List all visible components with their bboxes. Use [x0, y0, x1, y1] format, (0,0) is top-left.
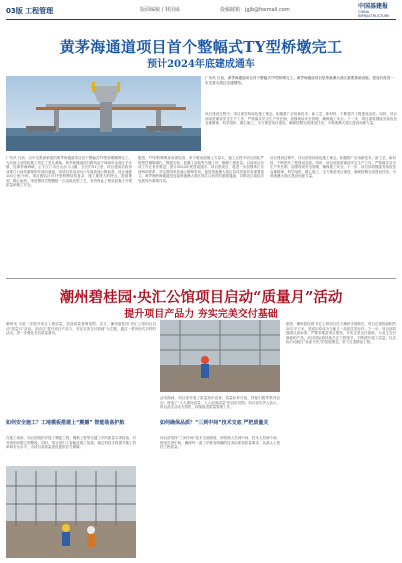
photo-caption: 广东讯 日前，黄茅海通道项目首个整幅式TY型桥墩完工。黄茅海通道项目是粤港澳大湾区重要基础设施，建成后将进一步完善大湾区交通网络。: [205, 76, 394, 85]
article1-text-col2: 据悉，TY型桥墩墩身高度较高，单个墩身混凝土方量大，施工过程中项目团队严格把控钢筋绑扎、模板安装、混凝土浇筑等关键工序，确保工程质量。目前项目各项工作正有序推进，预计2024年底建成通车。项目建成后，将进一步加强珠江东西两岸联系，对完善国家高速公路网布局、促进粤港澳大湾区协同发展具有重要意义。黄茅海跨海通道是连接粤港澳大湾区珠江口西岸的重要通道，对推动区域经济发展具有重要作用。: [138, 156, 264, 183]
article2-text-col3: 据悉，潮州碧桂园·央汇公馆项目位于潮州市湘桥区，项目总建筑面积约20万平方米，建成后将成为当地又一品质住宅标杆。下一步，项目部将继续以高标准、严要求推进项目建设，夯实完美交付基础，为业主交付满意的产品。项目团队将持续关注工程细节，不断提升施工质量，以实际行动践行“品质为先”的发展理念，努力打造精品工程。: [286, 322, 396, 345]
article2-title: 潮州碧桂园·央汇公馆项目启动“质量月”活动: [59, 289, 343, 306]
bridge-photo: [6, 76, 201, 151]
article2-text-col2b: 项目部坚持“三到中间”技术交底制度，即管理人员到中间、技术人员到中间、班组长到中间，确保每一道工序都有明确的技术标准和质量要求，从源头上把控工程质量。: [160, 436, 280, 450]
article2-text-col1a: 潮州讯 为进一步提升项目工程质量，营造质量管理氛围，近日，潮州碧桂园·央汇公馆项目启动“质量月”活动。活动以“提升项目产品力、夯实完美交付基础”为主题，通过一系列形式多样的活动，进一步强化全员质量意识。: [6, 322, 156, 336]
newspaper-logo: [358, 3, 398, 19]
article2-subtitle: 提升项目产品力 夯实完美交付基础: [124, 309, 278, 320]
article-divider: [6, 278, 396, 279]
submission-email: 投稿邮箱：jgjb@foxmail.com: [220, 7, 290, 13]
worker-photo: [160, 320, 280, 392]
article2-subheading-1: 如何安全施工？工地模板搭建上“震撼” 智能装备护航: [6, 420, 125, 426]
article1-text-top: 项目建设过程中，项目部坚持绿色施工理念，积极推广应用新技术、新工艺、新材料，不断提升工程建设品质。同时，项目部高度重视安全生产工作，严格落实安全生产责任制，加强现场安全管理，确保施工安全。下一步，项目部将继续发扬攻坚克难精神，科学组织、精心施工，全力推进项目建设，确保按期完成建设任务，为粤港澳大湾区建设贡献力量。: [205, 112, 397, 126]
site-photo: [6, 466, 136, 558]
header-rule: [6, 19, 396, 20]
editor-credit: 版面编辑 / 林国威: [140, 7, 180, 13]
logo-name: 中国基建报: [358, 3, 389, 10]
article2-text-col2a: 活动期间，项目部开展了质量知识竞赛、质量标杆评选、样板引路等系列活动，营造了“人人重视质量、人人创造质量”的良好氛围。项目部负责人表示，将以此次活动为契机，持续推进质量管理工作。: [160, 396, 280, 410]
article1-text-col3: 项目建设过程中，项目部坚持绿色施工理念，积极推广应用新技术、新工艺、新材料，不断提升工程建设品质。同时，项目部高度重视安全生产工作，严格落实安全生产责任制，加强现场安全管理，确保施工安全。下一步，项目部将继续发扬攻坚克难精神，科学组织、精心施工，全力推进项目建设，确保按期完成建设任务，为粤港澳大湾区建设贡献力量。: [270, 156, 396, 179]
article2-text-col1b: 在施工现场，项目部组织开展了模板工程、钢筋工程等关键工序的质量专项检查，对发现的问题立即整改。同时，项目部引入智能化施工装备，通过科技手段提升施工效率和安全水平，为项目高质量建设提供有力保障。: [6, 436, 136, 450]
section-label: 03版 工程管理: [6, 7, 54, 15]
article1-title: 黄茅海通道项目首个整幅式TY型桥墩完工: [59, 38, 343, 56]
logo-subtitle: CHINA INFRASTRUCTURE: [358, 10, 390, 18]
article1-text-col1: 广东讯 日前，由中交集团承建的黄茅海通道项目首个整幅式TY型桥墩顺利完工，为后续上部结构施工奠定了坚实基础。黄茅海通道项目路线起于珠海市金湾区平沙镇，经黄茅海海域，止于江门市台山市斗山镇，全长约31公里，项目建成后将形成珠江口西岸重要的东西向通道。该项目采用双向六车道高速公路标准，设计速度100公里/小时。项目团队针对TY型桥墩结构复杂、施工难度大的特点，提前策划、精心组织，采用整体式钢模板一次浇筑成型工艺，有效保证了墩身混凝土外观质量和施工安全。: [6, 156, 132, 188]
article2-subheading-2: 如何确保品质？“三到中间”技术交底 严把质量关: [160, 420, 269, 426]
article1-subtitle: 预计2024年底建成通车: [147, 59, 255, 70]
